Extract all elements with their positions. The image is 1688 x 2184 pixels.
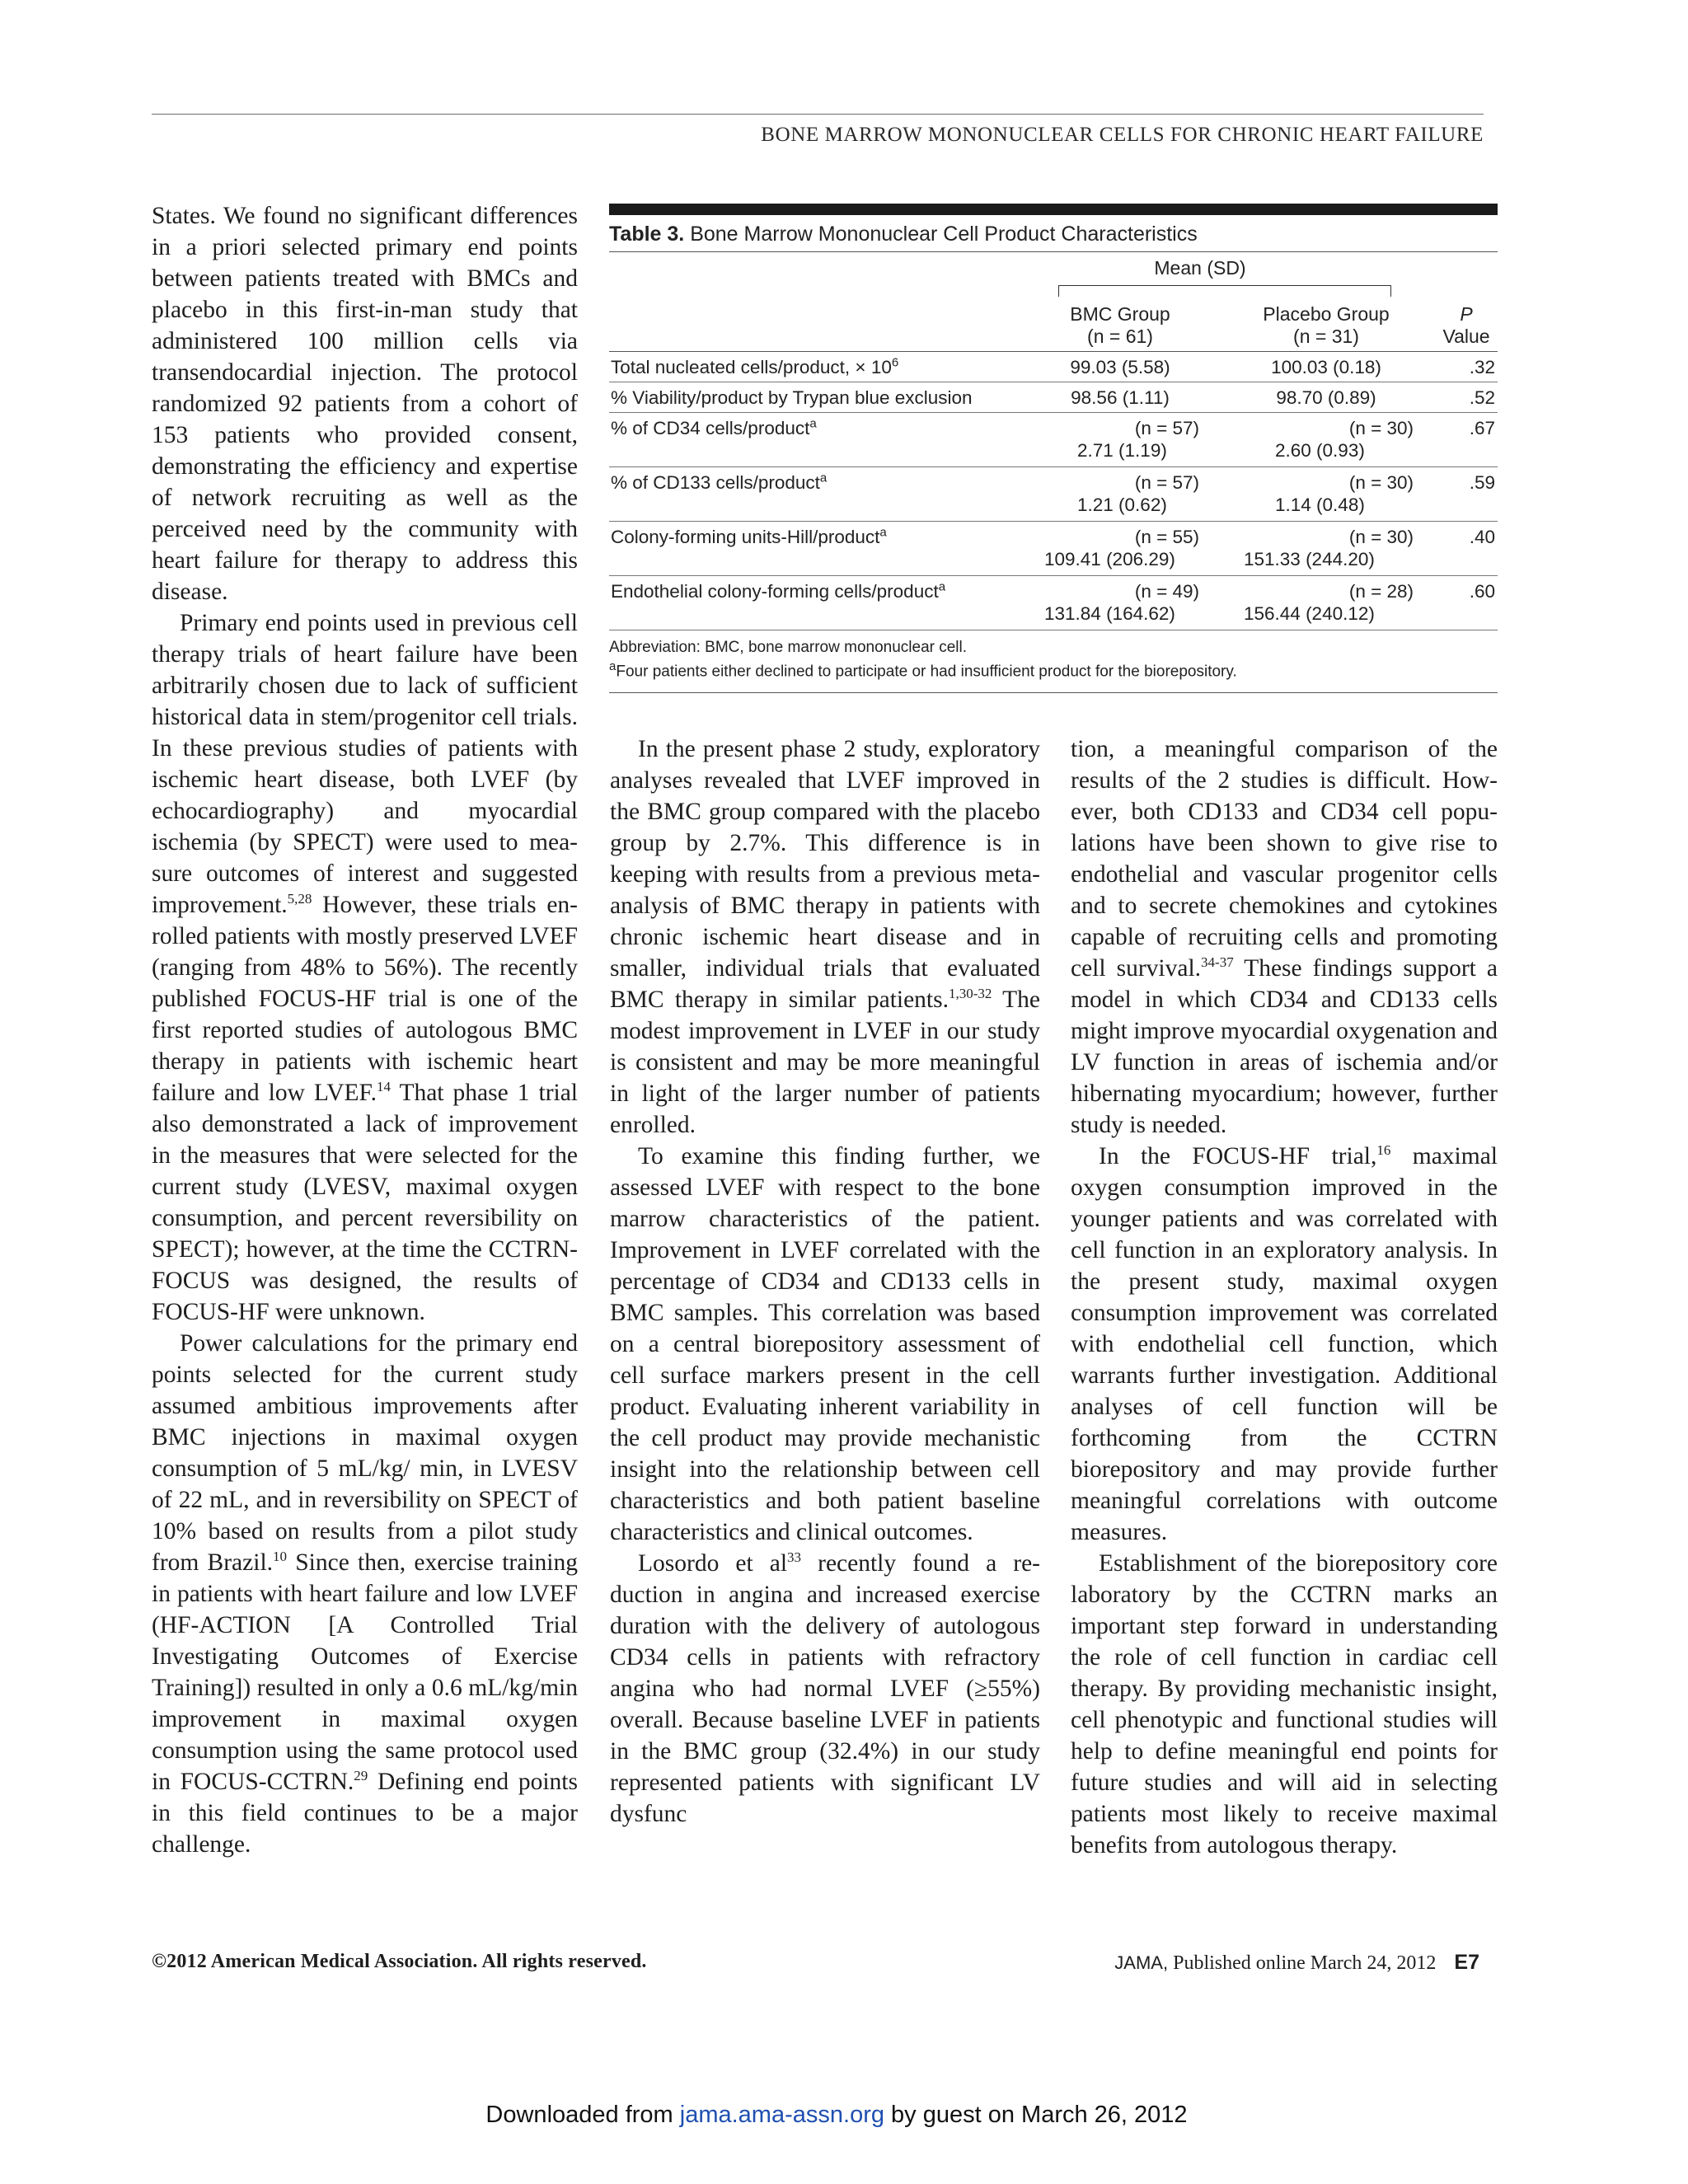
- left-paragraph-1: States. We found no significant differences in a priori selected primary end points between patients treated with BMCs and placebo in this first-in-man study that administered 100 million cells via transendocardial injection. The protocol randomized 92 patients from a cohort of 153 patients who provided consent, demonstrating the efficiency and expertise of network recruiting as well as the perceived need by the community with heart failure for therapy to address this disease.: [152, 203, 578, 605]
- footnote-text: Four patients either declined to participate or had insufficient product for the biorepository.: [616, 663, 1237, 681]
- table-top-bar: [609, 204, 1498, 215]
- header-placebo-group: [1236, 303, 1417, 348]
- bmc-n: (n = 55): [1134, 527, 1199, 547]
- middle-paragraph-2: To examine this finding further, we assessed LVEF with respect to the bone marrow characteristics of the patient. Improvement in LVEF correlated with the percentage of CD34 and CD133 cells in BMC samples. This correlation was based on a central biorepository assessment of cell surface markers present in the cell product. Evaluating inherent variability in the cell product may provide mechanistic insight into the relationship between cell characteristics and both patient baseline characteristics and clinical outcomes.: [610, 1143, 1040, 1545]
- header-text: Value: [1442, 326, 1490, 347]
- text-span: However, these trials enrolled patients with mostly preserved LVEF (ranging from 48% to 56%). The recently published FOCUS-HF trial is one of the first reported studies of autologous BMC therapy in patients with ischemic heart failure and low LVEF.: [152, 892, 578, 1106]
- citation: 14: [376, 1079, 391, 1095]
- table-row: [609, 413, 1498, 467]
- table-title: Bone Marrow Mononuclear Cell Product Characteristics: [684, 223, 1198, 246]
- bmc-cell: [1038, 417, 1203, 462]
- row-label: % Viability/product by Trypan blue exclusion: [611, 387, 973, 408]
- text-span: These findings support a model in which CD34 and CD133 cells might improve myocardial oxygenation and LV function in areas of ischemia and/or hibernating myocardium; however, further study is needed.: [1071, 955, 1498, 1138]
- table-caption: [609, 215, 1498, 252]
- label-sup: a: [879, 525, 887, 540]
- table-row: [609, 467, 1498, 522]
- right-column: [1071, 733, 1498, 1861]
- placebo-value: 1.14 (0.48): [1275, 494, 1365, 515]
- citation: 10: [273, 1549, 288, 1565]
- download-notice: [0, 2102, 1673, 2129]
- journal-name: JAMA,: [1114, 1952, 1169, 1973]
- citation: 1,30-32: [949, 986, 992, 1002]
- right-paragraph-1: [1071, 733, 1498, 1141]
- placebo-n: (n = 30): [1348, 472, 1414, 493]
- table-footnotes: [609, 630, 1498, 693]
- placebo-value: 100.03 (0.18): [1271, 357, 1381, 377]
- citation: 16: [1376, 1142, 1391, 1159]
- header-text: Placebo Group: [1263, 303, 1390, 325]
- page-number: E7: [1454, 1951, 1479, 1974]
- text-span: Primary end points used in previous cell therapy trials of heart failure have been arbitrarily chosen due to lack of sufficient historical data in stem/progenitor cell trials. In these previous studies of patients with ischemic heart disease, both LVEF (by echocardiography) and myocardial ischemia (by SPECT) were used to measure outcomes of interest and suggested improvement.: [152, 610, 578, 918]
- citation: 29: [354, 1768, 368, 1784]
- footnote-a: [609, 657, 1498, 681]
- bmc-value: 131.84 (164.62): [1044, 603, 1175, 624]
- right-paragraph-2: [1071, 1141, 1498, 1548]
- label-sup: a: [938, 579, 946, 594]
- table-number: Table 3.: [609, 223, 685, 246]
- bmc-value: 1.21 (0.62): [1077, 494, 1167, 515]
- p-value: .60: [1469, 581, 1495, 602]
- bmc-cell: [1038, 526, 1203, 570]
- bmc-value: 109.41 (206.29): [1044, 549, 1175, 569]
- table-row: [609, 352, 1498, 382]
- text-span: Defining end points in this field continues to be a major challenge.: [152, 1769, 578, 1858]
- text-span: That phase 1 trial also demonstrated a lack of improvement in the measures that were selected for the current study (LVESV, maximal oxygen consumption, and percent reversibility on SPECT); however, at the time the CCTRN-FOCUS was designed, the results of FOCUS-HF were unknown.: [152, 1080, 579, 1325]
- header-bracket: [1058, 285, 1391, 297]
- placebo-cell: [1236, 471, 1417, 516]
- label-text: Total nucleated cells/product, × 10: [611, 357, 892, 377]
- table-row: [609, 522, 1498, 576]
- middle-column: [610, 733, 1040, 1830]
- p-value: .40: [1469, 527, 1495, 547]
- placebo-cell: [1236, 580, 1417, 625]
- text-span: recently found a reduction in angina and increased exercise duration with the delivery of autologous CD34 cells in patients with refractory angina who had normal LVEF (≥55%) overall. Because baseline LVEF in patients in the BMC group (32.4%) in our study represented patients with significant LV dysfunc: [610, 1550, 1040, 1827]
- text-span: Power calculations for the primary end points selected for the current study assumed ambitious improvements after BMC injections in maximal oxygen consumption of 5 mL/kg/ min, in LVESV of 22 mL, and in reversibility on SPECT of 10% based on results from a pilot study from Brazil.: [152, 1330, 578, 1576]
- left-paragraph-3: [152, 1328, 578, 1860]
- placebo-cell: [1236, 526, 1417, 570]
- footnote-mark: a: [609, 659, 617, 673]
- header-n: (n = 31): [1293, 326, 1359, 347]
- table-header: [609, 252, 1498, 352]
- text-span: The modest improvement in LVEF in our study is consistent and may be more meaningful in light of the larger number of patients enrolled.: [610, 987, 1040, 1138]
- label-text: % of CD133 cells/product: [611, 472, 820, 493]
- footnote-abbreviation: Abbreviation: BMC, bone marrow mononuclear cell.: [609, 639, 968, 656]
- row-label: [611, 356, 898, 378]
- header-p-value: [1425, 303, 1507, 348]
- row-label: [611, 580, 945, 602]
- text-span: In the present phase 2 study, exploratory analyses revealed that LVEF improved in the BMC group compared with the placebo group by 2.7%. This difference is in keeping with results from a previous meta-analysis of BMC therapy in patients with chronic ischemic heart disease and in smaller, individual trials that evaluated BMC therapy in similar patients.: [610, 736, 1040, 1013]
- table-row: [609, 576, 1498, 630]
- citation: 5,28: [287, 891, 312, 907]
- download-suffix: by guest on March 26, 2012: [884, 2102, 1188, 2128]
- text-span: Losordo et al: [638, 1550, 788, 1577]
- text-span: In the FOCUS-HF trial,: [1099, 1143, 1377, 1169]
- p-value: .32: [1469, 357, 1495, 377]
- label-sup: a: [809, 416, 817, 431]
- p-value: .59: [1469, 472, 1495, 493]
- bmc-n: (n = 57): [1134, 418, 1199, 438]
- bmc-cell: [1038, 580, 1203, 625]
- copyright-notice: ©2012 American Medical Association. All rights reserved.: [152, 1951, 647, 1972]
- bmc-value: 98.56 (1.11): [1071, 387, 1170, 408]
- placebo-value: 156.44 (240.12): [1244, 603, 1375, 624]
- running-head: BONE MARROW MONONUCLEAR CELLS FOR CHRONIC HEART FAILURE: [761, 124, 1484, 146]
- header-bmc-group: [1038, 303, 1203, 348]
- bmc-value: 99.03 (5.58): [1070, 357, 1170, 377]
- placebo-n: (n = 30): [1348, 418, 1414, 438]
- label-text: % of CD34 cells/product: [611, 418, 810, 438]
- download-link[interactable]: jama.ama-assn.org: [679, 2102, 884, 2128]
- placebo-value: 2.60 (0.93): [1275, 440, 1365, 461]
- placebo-n: (n = 28): [1348, 581, 1414, 602]
- text-span: tion, a meaningful comparison of the results of the 2 studies is difficult. However, both CD133 and CD34 cell populations have been shown to give rise to endothelial and vascular progenitor cells and to secrete chemokines and cytokines capable of recruiting cells and promoting cell survival.: [1071, 736, 1498, 982]
- left-paragraph-2: [152, 607, 578, 1328]
- text-span: maximal oxygen consumption improved in the younger patients and was correlated with cell function in an exploratory analysis. In the present study, maximal oxygen consumption improvement was correlated with endothelial cell function, which warrants further investigation. Additional analyses of cell function will be forthcoming from the CCTRN biorepository and may provide further meaningful correlations with outcome measures.: [1071, 1143, 1498, 1545]
- placebo-n: (n = 30): [1348, 527, 1414, 547]
- label-text: Endothelial colony-forming cells/product: [611, 581, 939, 602]
- header-text: BMC Group: [1070, 303, 1170, 325]
- header-rule: [152, 114, 1484, 115]
- table-3: [609, 204, 1498, 693]
- table-row: [609, 382, 1498, 413]
- label-text: Colony-forming units-Hill/product: [611, 527, 880, 547]
- placebo-value: 98.70 (0.89): [1276, 387, 1376, 408]
- citation: 33: [787, 1549, 802, 1566]
- publication-info: [1114, 1951, 1479, 1975]
- left-column: [152, 200, 578, 1860]
- middle-paragraph-1: [610, 733, 1040, 1141]
- row-label: [611, 471, 827, 494]
- mean-sd-label: Mean (SD): [1154, 257, 1246, 279]
- header-n: (n = 61): [1087, 326, 1153, 347]
- label-sup: 6: [891, 355, 899, 370]
- placebo-value: 151.33 (244.20): [1244, 549, 1375, 569]
- middle-paragraph-3: [610, 1548, 1040, 1830]
- p-value: .67: [1469, 418, 1495, 438]
- label-sup: a: [819, 471, 828, 485]
- bmc-value: 2.71 (1.19): [1077, 440, 1167, 461]
- placebo-cell: [1236, 417, 1417, 462]
- publication-date: Published online March 24, 2012: [1168, 1952, 1437, 1974]
- row-label: [611, 417, 817, 439]
- right-paragraph-3: Establishment of the biorepository core laboratory by the CCTRN marks an important step forward in understanding the role of cell function in cardiac cell therapy. By providing mechanistic insight, cell phenotypic and functional studies will help to define meaningful end points for future studies and will aid in selecting patients most likely to receive maximal benefits from autologous therapy.: [1071, 1550, 1498, 1858]
- citation: 34-37: [1201, 954, 1234, 971]
- bmc-n: (n = 49): [1134, 581, 1199, 602]
- bmc-n: (n = 57): [1134, 472, 1199, 493]
- text-span: Since then, exercise training in patients with heart failure and low LVEF (HF-ACTION [A Controlled Trial Investigating Outcomes of Exercise Training]) resulted in only a 0.6 mL/kg/min improvement in maximal oxygen consumption using the same protocol used in FOCUS-CCTRN.: [152, 1549, 578, 1795]
- p-value: .52: [1469, 387, 1495, 408]
- bmc-cell: [1038, 471, 1203, 516]
- download-prefix: Downloaded from: [485, 2102, 680, 2128]
- row-label: [611, 526, 887, 548]
- header-text: P: [1460, 303, 1473, 325]
